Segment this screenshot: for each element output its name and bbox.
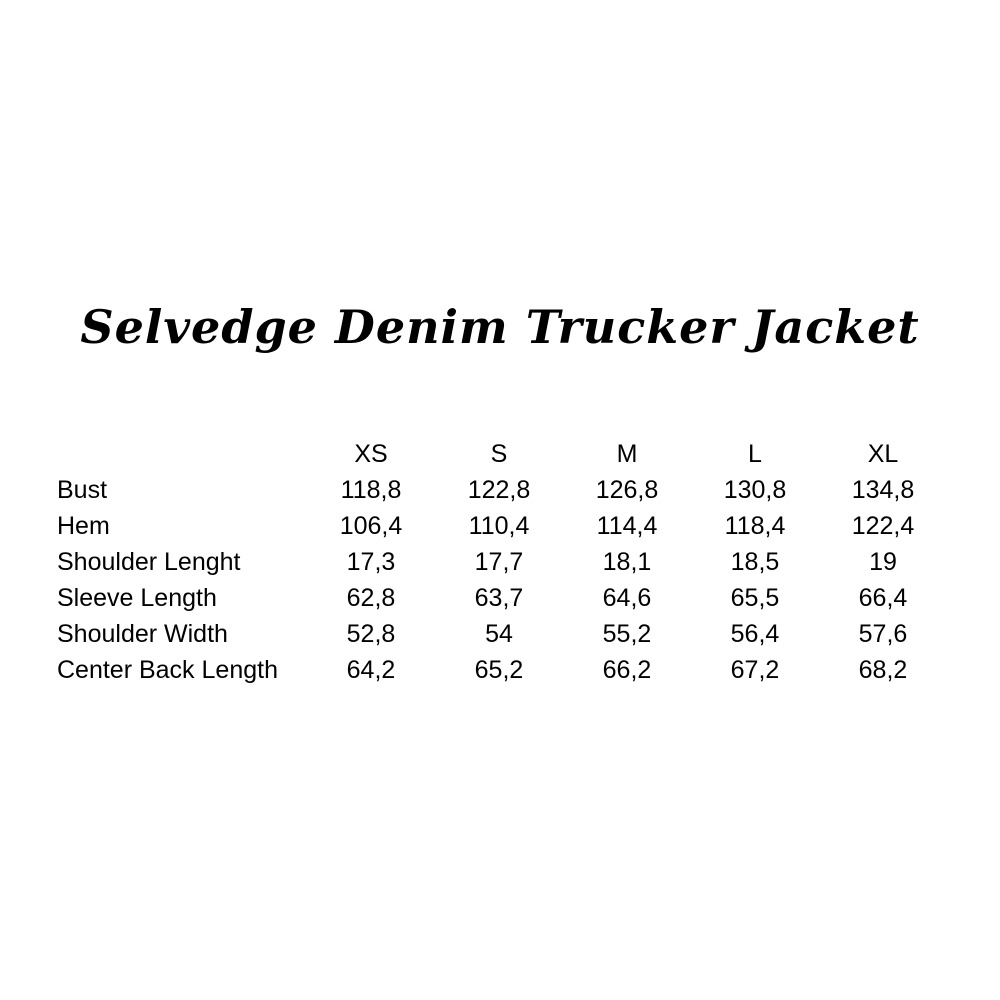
- row-label-bust: Bust: [57, 476, 108, 504]
- cell-shoulder-width-l: 56,4: [730, 620, 780, 648]
- size-column-header-xs: XS: [354, 440, 388, 468]
- cell-shoulder-lenght-s: 17,7: [474, 548, 524, 576]
- cell-sleeve-length-m: 64,6: [602, 584, 652, 612]
- cell-sleeve-length-xs: 62,8: [346, 584, 396, 612]
- cell-shoulder-width-xs: 52,8: [346, 620, 396, 648]
- cell-hem-xs: 106,4: [339, 512, 403, 540]
- cell-sleeve-length-s: 63,7: [474, 584, 524, 612]
- cell-hem-xl: 122,4: [851, 512, 915, 540]
- size-column-header-m: M: [616, 440, 638, 468]
- size-column-header-s: S: [490, 440, 508, 468]
- cell-shoulder-width-xl: 57,6: [858, 620, 908, 648]
- cell-center-back-length-xs: 64,2: [346, 656, 396, 684]
- cell-bust-m: 126,8: [595, 476, 659, 504]
- cell-hem-s: 110,4: [468, 512, 530, 540]
- cell-center-back-length-s: 65,2: [474, 656, 524, 684]
- cell-shoulder-width-m: 55,2: [602, 620, 652, 648]
- cell-shoulder-width-s: 54: [485, 620, 513, 648]
- size-column-header-l: L: [748, 440, 762, 468]
- row-label-sleeve-length: Sleeve Length: [57, 584, 217, 612]
- cell-sleeve-length-xl: 66,4: [858, 584, 908, 612]
- row-label-shoulder-width: Shoulder Width: [57, 620, 228, 648]
- cell-center-back-length-m: 66,2: [602, 656, 652, 684]
- cell-hem-m: 114,4: [596, 512, 658, 540]
- header-spacer: [57, 436, 307, 472]
- product-title: Selvedge Denim Trucker Jacket: [80, 300, 920, 354]
- cell-shoulder-lenght-l: 18,5: [730, 548, 780, 576]
- cell-hem-l: 118,4: [724, 512, 786, 540]
- cell-bust-xl: 134,8: [851, 476, 915, 504]
- cell-shoulder-lenght-m: 18,1: [602, 548, 652, 576]
- size-chart-table: [57, 436, 947, 688]
- cell-bust-l: 130,8: [723, 476, 787, 504]
- cell-shoulder-lenght-xl: 19: [869, 548, 897, 576]
- row-label-center-back-length: Center Back Length: [57, 656, 278, 684]
- cell-center-back-length-xl: 68,2: [858, 656, 908, 684]
- size-column-header-xl: XL: [867, 440, 899, 468]
- cell-bust-xs: 118,8: [340, 476, 402, 504]
- cell-bust-s: 122,8: [467, 476, 531, 504]
- cell-shoulder-lenght-xs: 17,3: [346, 548, 396, 576]
- row-label-shoulder-lenght: Shoulder Lenght: [57, 548, 241, 576]
- cell-sleeve-length-l: 65,5: [730, 584, 780, 612]
- cell-center-back-length-l: 67,2: [730, 656, 780, 684]
- row-label-hem: Hem: [57, 512, 110, 540]
